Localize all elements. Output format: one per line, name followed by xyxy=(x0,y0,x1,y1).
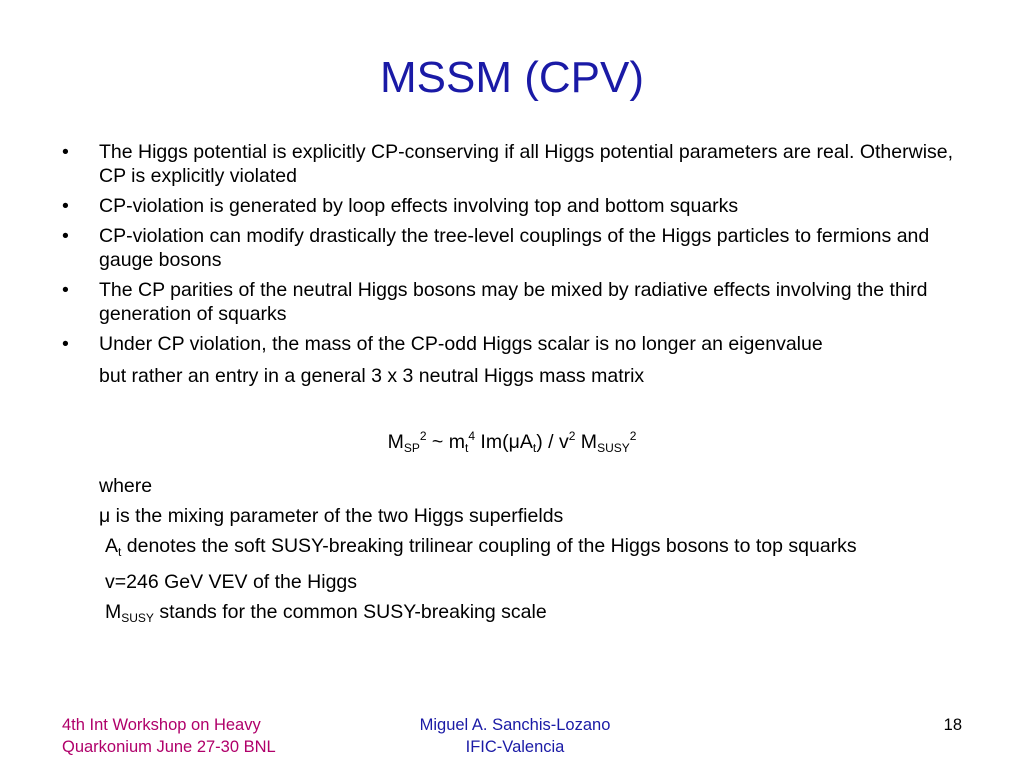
bullet-dot-icon: • xyxy=(62,195,69,217)
bullet-text: CP-violation is generated by loop effects involving top and bottom squarks xyxy=(99,195,739,217)
definition-v: v=246 GeV VEV of the Higgs xyxy=(105,571,358,593)
bullet-text: The Higgs potential is explicitly CP-conserving if all Higgs potential parameters are real. Otherwise, CP is explicitly violated xyxy=(99,141,954,187)
bullet-dot-icon: • xyxy=(62,333,69,355)
eq-sup: 4 xyxy=(468,429,476,443)
definitions xyxy=(99,474,959,636)
page-number: 18 xyxy=(943,716,962,734)
at-symbol: A xyxy=(105,535,119,557)
footer-author xyxy=(380,714,650,758)
eq-part: A xyxy=(519,431,533,453)
definition-at xyxy=(99,534,959,564)
footer-author-line2: IFIC-Valencia xyxy=(465,738,565,756)
bullet-item xyxy=(62,332,962,356)
bullet-dot-icon: • xyxy=(62,225,69,247)
where-label: where xyxy=(99,475,153,497)
footer-event-line2: Quarkonium June 27-30 BNL xyxy=(62,738,276,756)
mu-symbol: μ xyxy=(99,505,111,527)
bullet-continuation: but rather an entry in a general 3 x 3 neutral Higgs mass matrix xyxy=(99,365,645,387)
footer-event-line1: 4th Int Workshop on Heavy xyxy=(62,716,261,734)
eq-sub: t xyxy=(532,441,537,455)
bullet-text: The CP parities of the neutral Higgs bosons may be mixed by radiative effects involving the third generation of squarks xyxy=(99,279,928,325)
bullet-text: CP-violation can modify drastically the tree-level couplings of the Higgs particles to fermions and gauge bosons xyxy=(99,225,930,271)
bullet-item xyxy=(62,140,962,188)
definition-text: is the mixing parameter of the two Higgs superfields xyxy=(110,505,564,527)
footer-event xyxy=(62,714,362,758)
footer-author-line1: Miguel A. Sanchis-Lozano xyxy=(419,716,611,734)
msusy-subscript: SUSY xyxy=(121,611,154,625)
eq-sub: SUSY xyxy=(597,441,630,455)
bullet-list xyxy=(62,140,962,362)
bullet-item xyxy=(62,194,962,218)
eq-part: ~ m xyxy=(426,431,465,453)
definition-text: stands for the common SUSY-breaking scale xyxy=(153,601,547,623)
eq-part: μ xyxy=(508,431,520,453)
slide-title: MSSM (CPV) xyxy=(380,53,644,102)
at-subscript: t xyxy=(118,545,122,559)
eq-part: Im( xyxy=(475,431,509,453)
msusy-symbol: M xyxy=(105,601,122,623)
eq-part: M xyxy=(575,431,598,453)
bullet-dot-icon: • xyxy=(62,279,69,301)
definition-msusy xyxy=(99,600,959,630)
equation xyxy=(0,424,1024,460)
definition-mu xyxy=(99,504,959,528)
bullet-dot-icon: • xyxy=(62,141,69,163)
eq-sup: 2 xyxy=(419,429,427,443)
eq-sub: t xyxy=(464,441,469,455)
bullet-item xyxy=(62,224,962,272)
eq-sub: SP xyxy=(403,441,420,455)
eq-sup: 2 xyxy=(629,429,637,443)
eq-part: M xyxy=(387,431,404,453)
eq-part: ) / v xyxy=(536,431,569,453)
eq-sup: 2 xyxy=(568,429,576,443)
definition-text: denotes the soft SUSY-breaking trilinear coupling of the Higgs bosons to top squarks xyxy=(121,535,857,557)
bullet-text: Under CP violation, the mass of the CP-odd Higgs scalar is no longer an eigenvalue xyxy=(99,333,823,355)
bullet-item xyxy=(62,278,962,326)
